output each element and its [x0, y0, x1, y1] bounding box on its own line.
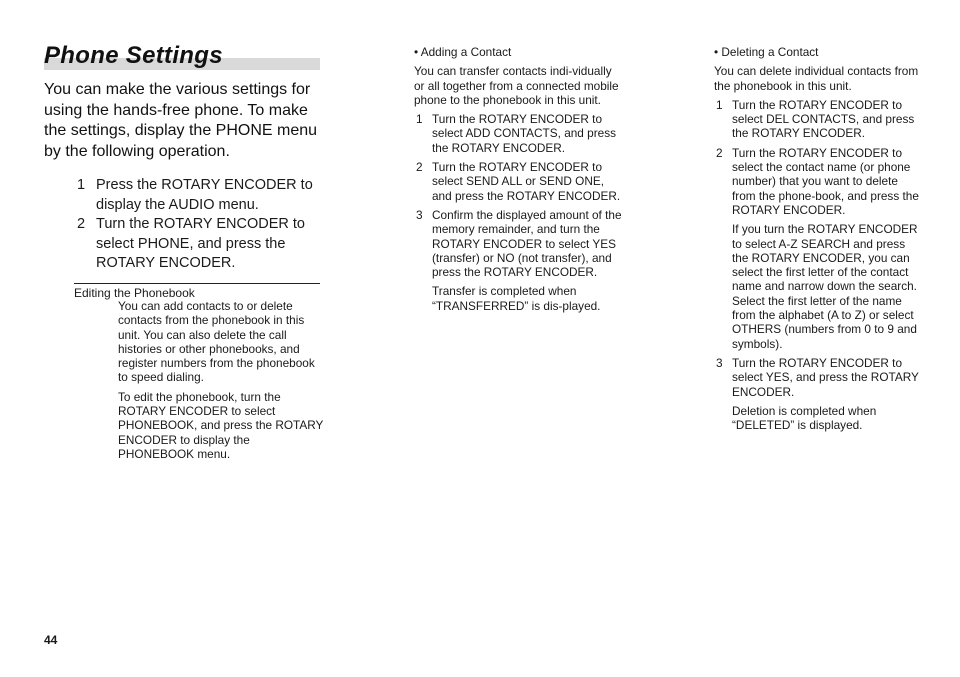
step-text: Turn the ROTARY ENCODER to select DEL CONTACTS, and press the ROTARY ENCODER. — [732, 97, 915, 141]
main-steps — [72, 176, 324, 274]
step-number: 3 — [716, 355, 723, 370]
deleting-step — [714, 356, 924, 432]
adding-intro: You can transfer contacts indi-vidually or all together from a connected mobile phone to the phonebook in this unit. — [414, 64, 619, 107]
page-title: Phone Settings — [44, 42, 223, 69]
adding-step — [414, 112, 624, 155]
step-text: Confirm the displayed amount of the memory remainder, and turn the ROTARY ENCODER to select YES (transfer) or NO (not transfer), and press the ROTARY ENCODER. — [432, 207, 622, 280]
main-step — [72, 215, 324, 274]
adding-step — [414, 208, 624, 313]
step-number: 1 — [716, 97, 723, 112]
main-step — [72, 176, 324, 215]
editing-body — [118, 299, 324, 466]
step-number: 3 — [416, 207, 423, 222]
step-text: Turn the ROTARY ENCODER to select the contact name (or phone number) that you want to delete from the phone-book, and press the ROTARY ENCODER. — [732, 145, 919, 217]
step-text: Turn the ROTARY ENCODER to select SEND ALL or SEND ONE, and press the ROTARY ENCODER. — [432, 160, 621, 203]
deleting-steps — [714, 98, 924, 433]
deleting-contact-section — [714, 0, 924, 437]
editing-heading: Editing the Phonebook — [74, 286, 195, 300]
step-note: Deletion is completed when “DELETED” is displayed. — [732, 403, 877, 433]
step-note: Transfer is completed when “TRANSFERRED” is dis-played. — [432, 284, 601, 313]
step-number: 2 — [77, 216, 86, 232]
deleting-step — [714, 98, 924, 141]
deleting-heading: • Deleting a Contact — [714, 45, 819, 59]
step-number: 2 — [716, 145, 723, 160]
title-block — [44, 42, 320, 72]
section-divider — [74, 283, 320, 284]
step-text: Turn the ROTARY ENCODER to select YES, and press the ROTARY ENCODER. — [732, 355, 919, 399]
page-number: 44 — [44, 633, 58, 647]
step-note: If you turn the ROTARY ENCODER to select A-Z SEARCH and press the ROTARY ENCODER, you can select the first letter of the contact name and narrow down the search. Select the first letter of the name from the alphabet (A to Z) or select OTHERS (numbers from 0 to 9 and symbols). — [732, 222, 918, 351]
step-number: 2 — [416, 160, 423, 175]
step-number: 1 — [416, 112, 423, 127]
intro-text: You can make the various settings for using the hands-free phone. To make the settings, display the PHONE menu by the following operation. — [44, 81, 318, 160]
adding-contact-section — [414, 0, 624, 318]
adding-step — [414, 160, 624, 203]
deleting-step — [714, 146, 924, 351]
adding-steps — [414, 112, 624, 313]
adding-heading: • Adding a Contact — [414, 45, 512, 59]
step-text: Turn the ROTARY ENCODER to select PHONE, and press the ROTARY ENCODER. — [96, 216, 305, 271]
editing-paragraph: To edit the phonebook, turn the ROTARY ENCODER to select PHONEBOOK, and press the ROTARY ENCODER to display the PHONEBOOK menu. — [118, 389, 324, 461]
step-text: Turn the ROTARY ENCODER to select ADD CONTACTS, and press the ROTARY ENCODER. — [432, 112, 616, 155]
step-number: 1 — [77, 177, 86, 193]
editing-paragraph: You can add contacts to or delete contacts from the phonebook in this unit. You can also delete the call histories or other phonebooks, and register numbers from the phonebook to speed dialing. — [118, 299, 315, 385]
step-text: Press the ROTARY ENCODER to display the AUDIO menu. — [96, 177, 313, 213]
deleting-intro: You can delete individual contacts from the phonebook in this unit. — [714, 64, 919, 93]
